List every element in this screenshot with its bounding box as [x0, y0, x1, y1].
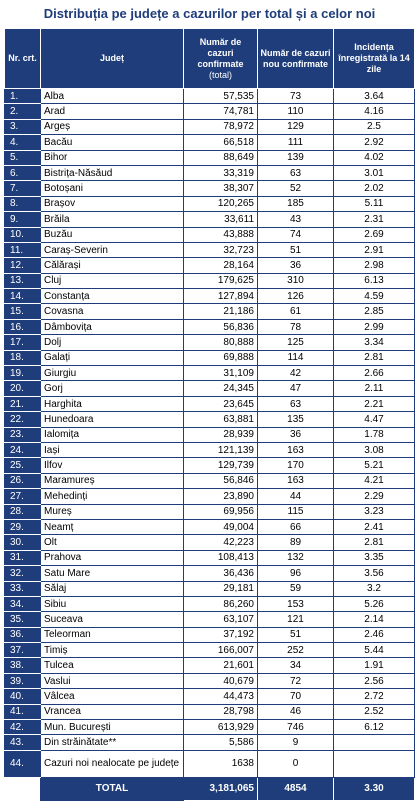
row-number: 20. — [5, 381, 41, 396]
judet-name: Ilfov — [41, 458, 184, 473]
incidence-14d — [334, 750, 415, 777]
row-number: 11. — [5, 242, 41, 257]
row-number: 30. — [5, 535, 41, 550]
incidence-14d: 1.78 — [334, 427, 415, 442]
confirmed-total: 42,223 — [184, 535, 258, 550]
cases-table — [4, 28, 415, 801]
row-number: 36. — [5, 627, 41, 642]
new-cases: 185 — [258, 196, 334, 211]
confirmed-total: 1638 — [184, 750, 258, 777]
total-row — [5, 777, 415, 800]
confirmed-total: 127,894 — [184, 289, 258, 304]
judet-name: Suceava — [41, 612, 184, 627]
header-total-label: Număr de cazuri confirmate — [197, 36, 244, 69]
header-judet: Județ — [41, 29, 184, 89]
incidence-14d: 2.41 — [334, 519, 415, 534]
confirmed-total: 129,739 — [184, 458, 258, 473]
new-cases: 46 — [258, 704, 334, 719]
judet-name: Covasna — [41, 304, 184, 319]
row-number: 14. — [5, 289, 41, 304]
table-row — [5, 181, 415, 196]
new-cases: 43 — [258, 212, 334, 227]
row-number: 19. — [5, 366, 41, 381]
total-new: 4854 — [258, 777, 334, 800]
incidence-14d: 2.72 — [334, 689, 415, 704]
row-number: 7. — [5, 181, 41, 196]
confirmed-total: 24,345 — [184, 381, 258, 396]
table-row — [5, 535, 415, 550]
row-number: 42. — [5, 720, 41, 735]
judet-name: Neamț — [41, 519, 184, 534]
row-number: 28. — [5, 504, 41, 519]
row-number: 34. — [5, 596, 41, 611]
confirmed-total: 33,319 — [184, 165, 258, 180]
table-row — [5, 289, 415, 304]
row-number: 15. — [5, 304, 41, 319]
new-cases: 132 — [258, 550, 334, 565]
row-number: 21. — [5, 396, 41, 411]
table-row — [5, 119, 415, 134]
incidence-14d: 2.98 — [334, 258, 415, 273]
incidence-14d: 2.14 — [334, 612, 415, 627]
row-number: 27. — [5, 489, 41, 504]
row-number: 18. — [5, 350, 41, 365]
confirmed-total: 28,164 — [184, 258, 258, 273]
incidence-14d: 3.01 — [334, 165, 415, 180]
new-cases: 70 — [258, 689, 334, 704]
incidence-14d: 2.81 — [334, 350, 415, 365]
row-number: 22. — [5, 412, 41, 427]
incidence-14d: 5.26 — [334, 596, 415, 611]
row-number: 44. — [5, 750, 41, 777]
confirmed-total: 56,836 — [184, 319, 258, 334]
new-cases: 61 — [258, 304, 334, 319]
table-row — [5, 489, 415, 504]
row-number: 16. — [5, 319, 41, 334]
judet-name: Timiș — [41, 643, 184, 658]
new-cases: 78 — [258, 319, 334, 334]
row-number: 25. — [5, 458, 41, 473]
header-nr: Nr. crt. — [5, 29, 41, 89]
confirmed-total: 23,890 — [184, 489, 258, 504]
new-cases: 73 — [258, 89, 334, 104]
table-row — [5, 89, 415, 104]
header-total-sub: (total) — [208, 69, 232, 80]
header-incidence: Incidența înregistrată la 14 zile — [334, 29, 415, 89]
row-number: 4. — [5, 135, 41, 150]
row-number: 37. — [5, 643, 41, 658]
incidence-14d: 4.16 — [334, 104, 415, 119]
header-new: Număr de cazuri nou confirmate — [258, 29, 334, 89]
confirmed-total: 63,107 — [184, 612, 258, 627]
total-incidence: 3.30 — [334, 777, 415, 800]
table-row — [5, 627, 415, 642]
incidence-14d: 2.31 — [334, 212, 415, 227]
table-row — [5, 242, 415, 257]
new-cases: 52 — [258, 181, 334, 196]
confirmed-total: 613,929 — [184, 720, 258, 735]
incidence-14d: 3.35 — [334, 550, 415, 565]
judet-name: Mehedinți — [41, 489, 184, 504]
confirmed-total: 37,192 — [184, 627, 258, 642]
table-row — [5, 581, 415, 596]
table-row — [5, 504, 415, 519]
table-row — [5, 196, 415, 211]
confirmed-total: 49,004 — [184, 519, 258, 534]
judet-name: Vrancea — [41, 704, 184, 719]
row-number: 33. — [5, 581, 41, 596]
incidence-14d: 2.66 — [334, 366, 415, 381]
total-label: TOTAL — [41, 777, 184, 800]
incidence-14d: 2.99 — [334, 319, 415, 334]
judet-name: Galați — [41, 350, 184, 365]
new-cases: 47 — [258, 381, 334, 396]
new-cases: 66 — [258, 519, 334, 534]
row-number: 5. — [5, 150, 41, 165]
judet-name: Bacău — [41, 135, 184, 150]
new-cases: 129 — [258, 119, 334, 134]
judet-name: Prahova — [41, 550, 184, 565]
new-cases: 135 — [258, 412, 334, 427]
table-row — [5, 104, 415, 119]
incidence-14d: 4.47 — [334, 412, 415, 427]
incidence-14d: 3.2 — [334, 581, 415, 596]
incidence-14d: 2.21 — [334, 396, 415, 411]
confirmed-total: 78,972 — [184, 119, 258, 134]
confirmed-total: 69,956 — [184, 504, 258, 519]
row-number: 43. — [5, 735, 41, 750]
new-cases: 114 — [258, 350, 334, 365]
incidence-14d: 5.21 — [334, 458, 415, 473]
row-number: 35. — [5, 612, 41, 627]
incidence-14d: 2.46 — [334, 627, 415, 642]
incidence-14d: 5.44 — [334, 643, 415, 658]
judet-name: Satu Mare — [41, 566, 184, 581]
table-row — [5, 612, 415, 627]
judet-name: Constanța — [41, 289, 184, 304]
judet-name: Mun. București — [41, 720, 184, 735]
confirmed-total: 88,649 — [184, 150, 258, 165]
new-cases: 72 — [258, 673, 334, 688]
row-number: 39. — [5, 673, 41, 688]
confirmed-total: 36,436 — [184, 566, 258, 581]
new-cases: 110 — [258, 104, 334, 119]
header-total — [184, 29, 258, 89]
confirmed-total: 69,888 — [184, 350, 258, 365]
judet-name: Caraș-Severin — [41, 242, 184, 257]
new-cases: 63 — [258, 165, 334, 180]
row-number: 31. — [5, 550, 41, 565]
table-row — [5, 643, 415, 658]
new-cases: 310 — [258, 273, 334, 288]
judet-name: Vâlcea — [41, 689, 184, 704]
table-row — [5, 227, 415, 242]
table-row — [5, 165, 415, 180]
row-number: 9. — [5, 212, 41, 227]
row-number: 41. — [5, 704, 41, 719]
confirmed-total: 43,888 — [184, 227, 258, 242]
table-title: Distribuția pe județe a cazurilor per total și a celor noi — [43, 6, 376, 21]
new-cases: 746 — [258, 720, 334, 735]
row-number: 23. — [5, 427, 41, 442]
confirmed-total: 108,413 — [184, 550, 258, 565]
confirmed-total: 80,888 — [184, 335, 258, 350]
judet-name: Dâmbovița — [41, 319, 184, 334]
judet-name: Cazuri noi nealocate pe județe — [41, 750, 184, 777]
table-row — [5, 473, 415, 488]
table-row — [5, 735, 415, 750]
new-cases: 63 — [258, 396, 334, 411]
judet-name: Bihor — [41, 150, 184, 165]
incidence-14d: 2.29 — [334, 489, 415, 504]
row-number: 32. — [5, 566, 41, 581]
row-number: 6. — [5, 165, 41, 180]
row-number: 17. — [5, 335, 41, 350]
row-number: 13. — [5, 273, 41, 288]
incidence-14d: 2.56 — [334, 673, 415, 688]
confirmed-total: 31,109 — [184, 366, 258, 381]
incidence-14d: 2.81 — [334, 535, 415, 550]
incidence-14d: 6.12 — [334, 720, 415, 735]
table-row — [5, 366, 415, 381]
table-row — [5, 396, 415, 411]
confirmed-total: 21,186 — [184, 304, 258, 319]
incidence-14d: 2.69 — [334, 227, 415, 242]
total-confirmed: 3,181,065 — [184, 777, 258, 800]
table-row — [5, 412, 415, 427]
new-cases: 42 — [258, 366, 334, 381]
table-row — [5, 335, 415, 350]
row-number: 8. — [5, 196, 41, 211]
new-cases: 44 — [258, 489, 334, 504]
new-cases: 111 — [258, 135, 334, 150]
table-row — [5, 273, 415, 288]
new-cases: 74 — [258, 227, 334, 242]
table-row — [5, 704, 415, 719]
incidence-14d: 3.56 — [334, 566, 415, 581]
confirmed-total: 56,846 — [184, 473, 258, 488]
confirmed-total: 44,473 — [184, 689, 258, 704]
judet-name: Sibiu — [41, 596, 184, 611]
new-cases: 139 — [258, 150, 334, 165]
judet-name: Sălaj — [41, 581, 184, 596]
new-cases: 163 — [258, 473, 334, 488]
confirmed-total: 5,586 — [184, 735, 258, 750]
row-number: 12. — [5, 258, 41, 273]
row-number: 38. — [5, 658, 41, 673]
row-number: 1. — [5, 89, 41, 104]
row-number: 2. — [5, 104, 41, 119]
judet-name: Harghita — [41, 396, 184, 411]
table-row — [5, 135, 415, 150]
row-number: 10. — [5, 227, 41, 242]
table-header-row — [5, 29, 415, 89]
row-number: 40. — [5, 689, 41, 704]
incidence-14d: 2.92 — [334, 135, 415, 150]
incidence-14d: 2.5 — [334, 119, 415, 134]
table-row — [5, 519, 415, 534]
incidence-14d: 2.02 — [334, 181, 415, 196]
confirmed-total: 179,625 — [184, 273, 258, 288]
judet-name: Teleorman — [41, 627, 184, 642]
incidence-14d: 3.64 — [334, 89, 415, 104]
judet-name: Tulcea — [41, 658, 184, 673]
incidence-14d: 4.21 — [334, 473, 415, 488]
confirmed-total: 57,535 — [184, 89, 258, 104]
table-row — [5, 720, 415, 735]
table-row — [5, 458, 415, 473]
incidence-14d: 4.02 — [334, 150, 415, 165]
judet-name: Buzău — [41, 227, 184, 242]
judet-name: Călărași — [41, 258, 184, 273]
new-cases: 115 — [258, 504, 334, 519]
table-row — [5, 442, 415, 457]
table-row — [5, 689, 415, 704]
confirmed-total: 121,139 — [184, 442, 258, 457]
incidence-14d: 2.52 — [334, 704, 415, 719]
incidence-14d: 1.91 — [334, 658, 415, 673]
new-cases: 0 — [258, 750, 334, 777]
confirmed-total: 40,679 — [184, 673, 258, 688]
judet-name: Hunedoara — [41, 412, 184, 427]
judet-name: Giurgiu — [41, 366, 184, 381]
judet-name: Argeș — [41, 119, 184, 134]
new-cases: 51 — [258, 627, 334, 642]
incidence-14d: 3.08 — [334, 442, 415, 457]
table-row — [5, 550, 415, 565]
table-row — [5, 596, 415, 611]
confirmed-total: 29,181 — [184, 581, 258, 596]
judet-name: Olt — [41, 535, 184, 550]
table-row — [5, 350, 415, 365]
incidence-14d: 2.11 — [334, 381, 415, 396]
incidence-14d: 4.59 — [334, 289, 415, 304]
incidence-14d: 6.13 — [334, 273, 415, 288]
table-row — [5, 658, 415, 673]
confirmed-total: 74,781 — [184, 104, 258, 119]
table-row — [5, 750, 415, 777]
confirmed-total: 63,881 — [184, 412, 258, 427]
confirmed-total: 86,260 — [184, 596, 258, 611]
new-cases: 96 — [258, 566, 334, 581]
new-cases: 36 — [258, 427, 334, 442]
new-cases: 170 — [258, 458, 334, 473]
new-cases: 51 — [258, 242, 334, 257]
table-row — [5, 673, 415, 688]
judet-name: Brașov — [41, 196, 184, 211]
incidence-14d — [334, 735, 415, 750]
new-cases: 9 — [258, 735, 334, 750]
table-row — [5, 427, 415, 442]
judet-name: Gorj — [41, 381, 184, 396]
new-cases: 153 — [258, 596, 334, 611]
total-blank-cell — [5, 777, 41, 800]
judet-name: Cluj — [41, 273, 184, 288]
incidence-14d: 3.23 — [334, 504, 415, 519]
row-number: 24. — [5, 442, 41, 457]
confirmed-total: 120,265 — [184, 196, 258, 211]
confirmed-total: 38,307 — [184, 181, 258, 196]
incidence-14d: 2.91 — [334, 242, 415, 257]
new-cases: 34 — [258, 658, 334, 673]
new-cases: 121 — [258, 612, 334, 627]
judet-name: Bistrița-Năsăud — [41, 165, 184, 180]
judet-name: Arad — [41, 104, 184, 119]
incidence-14d: 5.11 — [334, 196, 415, 211]
table-row — [5, 319, 415, 334]
confirmed-total: 32,723 — [184, 242, 258, 257]
judet-name: Mureș — [41, 504, 184, 519]
confirmed-total: 28,939 — [184, 427, 258, 442]
table-row — [5, 381, 415, 396]
new-cases: 36 — [258, 258, 334, 273]
incidence-14d: 2.85 — [334, 304, 415, 319]
judet-name: Dolj — [41, 335, 184, 350]
table-body — [5, 89, 415, 778]
judet-name: Iași — [41, 442, 184, 457]
judet-name: Alba — [41, 89, 184, 104]
new-cases: 163 — [258, 442, 334, 457]
new-cases: 89 — [258, 535, 334, 550]
incidence-14d: 3.34 — [334, 335, 415, 350]
new-cases: 125 — [258, 335, 334, 350]
judet-name: Maramureș — [41, 473, 184, 488]
table-row — [5, 258, 415, 273]
judet-name: Ialomița — [41, 427, 184, 442]
confirmed-total: 166,007 — [184, 643, 258, 658]
table-row — [5, 212, 415, 227]
row-number: 29. — [5, 519, 41, 534]
confirmed-total: 21,601 — [184, 658, 258, 673]
judet-name: Vaslui — [41, 673, 184, 688]
row-number: 26. — [5, 473, 41, 488]
table-row — [5, 566, 415, 581]
confirmed-total: 33,611 — [184, 212, 258, 227]
judet-name: Din străinătate** — [41, 735, 184, 750]
table-row — [5, 150, 415, 165]
confirmed-total: 66,518 — [184, 135, 258, 150]
judet-name: Botoșani — [41, 181, 184, 196]
new-cases: 126 — [258, 289, 334, 304]
table-row — [5, 304, 415, 319]
row-number: 3. — [5, 119, 41, 134]
judet-name: Brăila — [41, 212, 184, 227]
confirmed-total: 28,798 — [184, 704, 258, 719]
confirmed-total: 23,645 — [184, 396, 258, 411]
new-cases: 59 — [258, 581, 334, 596]
new-cases: 252 — [258, 643, 334, 658]
